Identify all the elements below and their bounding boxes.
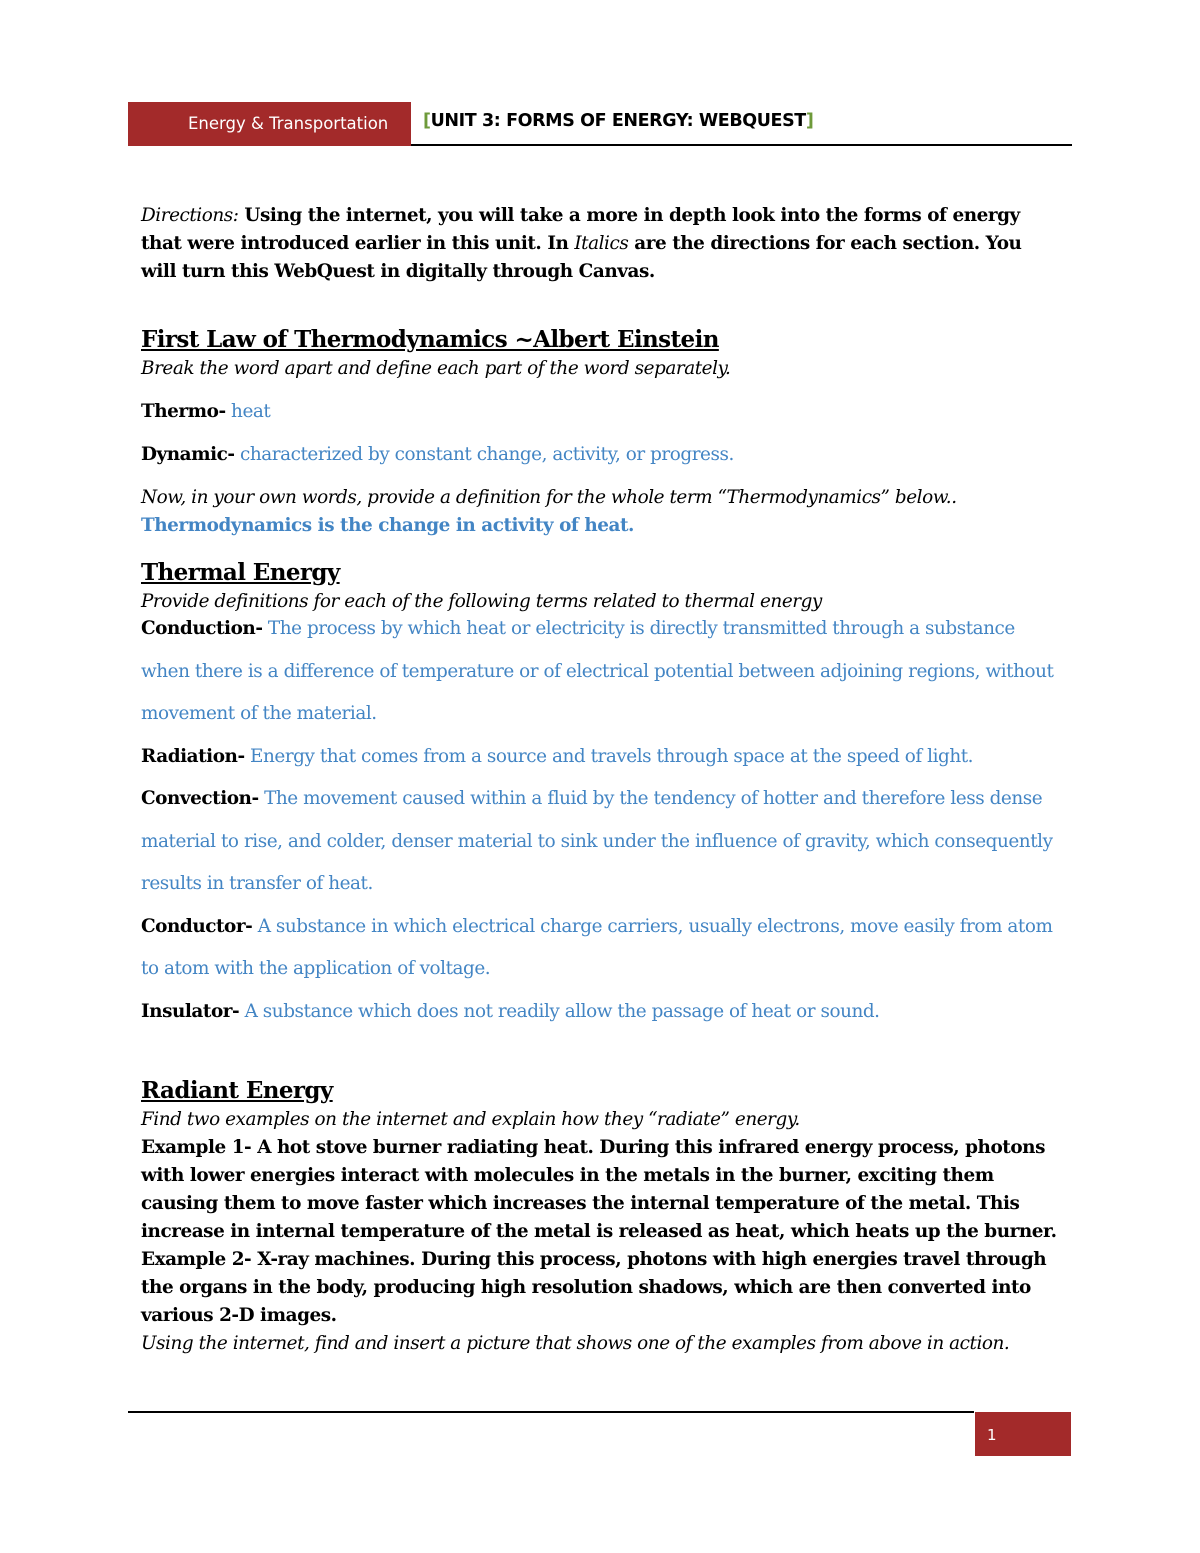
insulator-label: Insulator- [141, 1000, 240, 1022]
thermo-answer: heat [225, 401, 271, 422]
dynamic-answer: characterized by constant change, activity, or progress. [234, 444, 734, 465]
radiation-row [141, 736, 1061, 779]
thermo-label: Thermo- [141, 401, 226, 422]
directions-italic-word: Italics [574, 233, 629, 254]
dynamic-row [141, 441, 1061, 469]
conductor-label: Conductor- [141, 915, 253, 937]
thermo-row [141, 398, 1061, 426]
section-title-thermodynamics: First Law of Thermodynamics ~Albert Einstein [141, 326, 719, 353]
conductor-answer: A substance in which electrical charge carriers, usually electrons, move easily from atom to atom with the application of voltage. [141, 915, 1053, 979]
directions-text-after: are the directions for each section. You will turn this WebQuest in digitally through Canvas. [141, 233, 1022, 282]
insulator-row [141, 991, 1061, 1034]
convection-row [141, 778, 1061, 906]
header-title [423, 111, 813, 131]
header-title-text: UNIT 3: FORMS OF ENERGY: WEBQUEST [430, 111, 806, 131]
header-bracket-open: [ [423, 111, 431, 131]
page-number: 1 [987, 1426, 997, 1444]
footer-rule [128, 1411, 974, 1413]
section3-instruction: Find two examples on the internet and explain how they “radiate” energy. [141, 1109, 800, 1130]
convection-label: Convection- [141, 788, 259, 809]
convection-answer: The movement caused within a fluid by the tendency of hotter and therefore less dense material to rise, and colder, denser material to sink under the influence of gravity, which consequently results in transfer of heat. [141, 788, 1053, 894]
header-course-label: Energy & Transportation [188, 114, 389, 133]
directions-label: Directions: [141, 205, 239, 226]
conduction-label: Conduction- [141, 618, 263, 639]
section1-instruction2: Now, in your own words, provide a definition for the whole term “Thermodynamics” below.. [141, 487, 957, 508]
directions-paragraph [141, 202, 1061, 286]
example-1: Example 1- A hot stove burner radiating heat. During this infrared energy process, photons with lower energies interact with molecules in the metals in the burner, exciting them causing them to move faster which increases the internal temperature of the metal. This increase in internal temperature of the metal is released as heat, which heats up the burner. [141, 1137, 1057, 1242]
radiation-label: Radiation- [141, 745, 245, 767]
conductor-row [141, 906, 1061, 991]
conduction-answer: The process by which heat or electricity is directly transmitted through a substance when there is a difference of temperature or of electrical potential between adjoining regions, without movement of the material. [141, 618, 1054, 724]
section1-instruction: Break the word apart and define each part of the word separately. [141, 358, 731, 379]
header-course-band [128, 102, 411, 146]
footer-page-box [975, 1412, 1071, 1456]
section3-instruction2: Using the internet, find and insert a picture that shows one of the examples from above in action. [141, 1333, 1010, 1354]
header-bracket-close: ] [805, 111, 814, 131]
directions-text-before: Using the internet, you will take a more in depth look into the forms of energy that were introduced earlier in this unit. In [141, 205, 1020, 254]
section-title-radiant-energy: Radiant Energy [141, 1077, 333, 1104]
conduction-row [141, 608, 1061, 736]
header-rule [411, 144, 1072, 146]
radiation-answer: Energy that comes from a source and travels through space at the speed of light. [244, 745, 974, 767]
insulator-answer: A substance which does not readily allow the passage of heat or sound. [239, 1000, 880, 1022]
example-2: Example 2- X-ray machines. During this process, photons with high energies travel through the organs in the body, producing high resolution shadows, which are then converted into various 2-D images. [141, 1249, 1047, 1326]
document-body [141, 202, 1061, 1358]
section-title-thermal-energy: Thermal Energy [141, 559, 340, 586]
thermodynamics-definition: Thermodynamics is the change in activity of heat. [141, 515, 634, 536]
section2-instruction: Provide definitions for each of the following terms related to thermal energy [141, 591, 822, 612]
dynamic-label: Dynamic- [141, 444, 235, 465]
